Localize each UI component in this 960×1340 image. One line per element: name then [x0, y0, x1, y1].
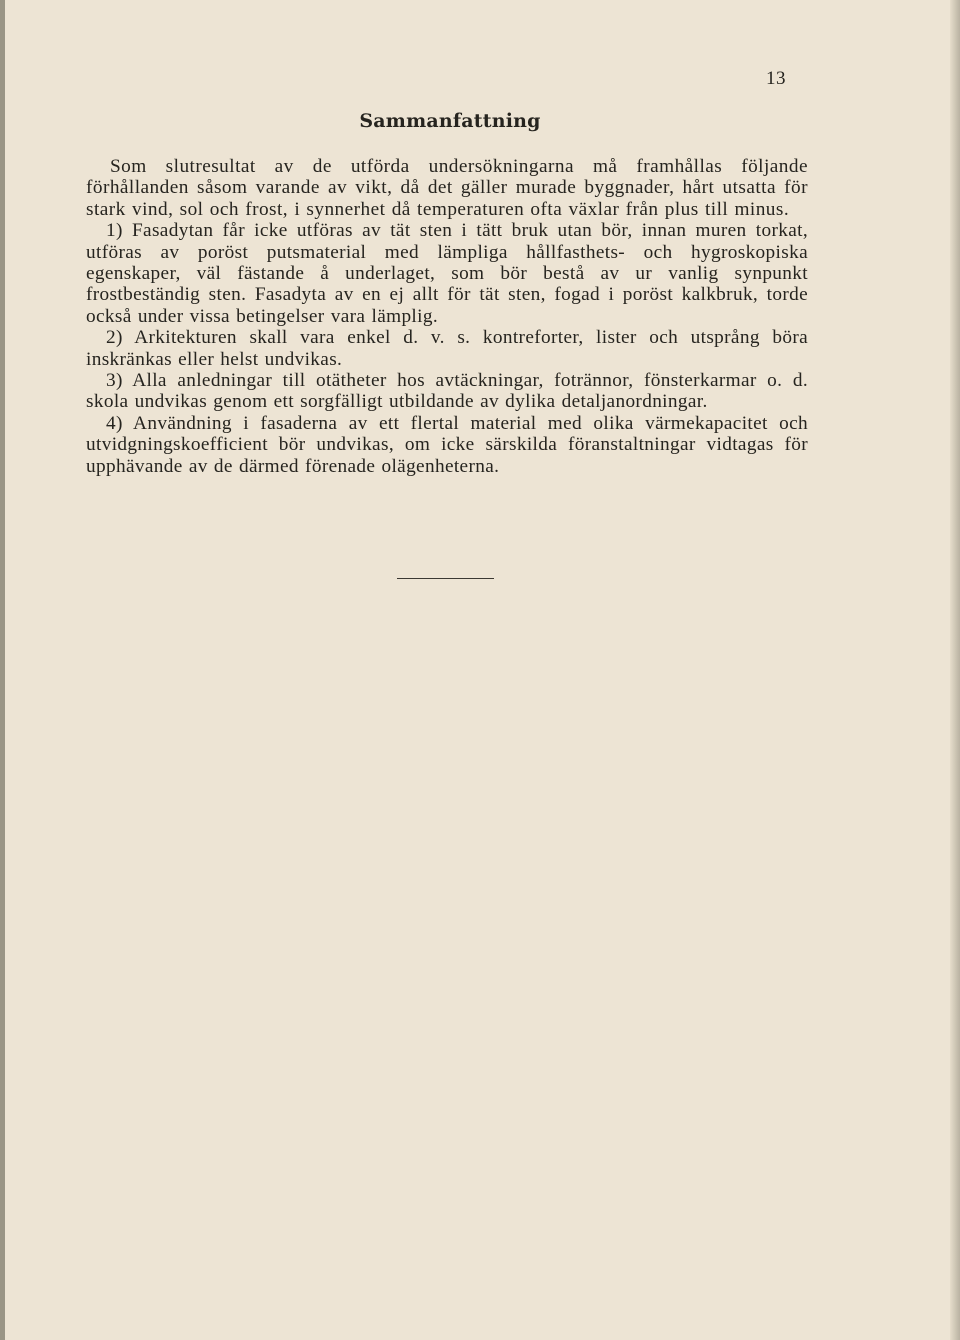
summary-text — [86, 156, 808, 477]
summary-item-2: 2) Arkitekturen skall vara enkel d. v. s. kontreforter, lister och utsprång böra inskränkas eller helst undvikas. — [86, 327, 808, 370]
summary-item-1: 1) Fasadytan får icke utföras av tät sten i tätt bruk utan bör, innan muren torkat, utföras av poröst putsmaterial med lämpliga hållfasthets- och hygroskopiska egenskaper, väl fästande å underlaget, som bör bestå av ur vanlig synpunkt frostbeständig sten. Fasadyta av en ej allt för tät sten, fogad i poröst kalkbruk, torde också under vissa betingelser vara lämplig. — [86, 220, 808, 327]
page-number: 13 — [766, 68, 786, 89]
summary-item-3: 3) Alla anledningar till otätheter hos avtäckningar, fotrännor, fönsterkarmar o. d. skola undvikas genom ett sorgfälligt utbildande av dylika detaljanordningar. — [86, 370, 808, 413]
section-heading: Sammanfattning — [359, 110, 541, 132]
page-right-edge — [950, 0, 960, 1340]
section-end-rule — [397, 578, 494, 579]
summary-item-4: 4) Användning i fasaderna av ett flertal material med olika värmekapacitet och utvidgningskoefficient bör undvikas, om icke särskilda föranstaltningar vidtagas för upphävande av de därmed förenade olägenheterna. — [86, 412, 808, 477]
page-left-edge — [0, 0, 5, 1340]
intro-paragraph: Som slutresultat av de utförda undersökningarna må framhållas följande förhållanden såsom varande av vikt, då det gäller murade byggnader, hårt utsatta för stark vind, sol och frost, i synnerhet då temperaturen ofta växlar från plus till minus. — [86, 156, 808, 220]
